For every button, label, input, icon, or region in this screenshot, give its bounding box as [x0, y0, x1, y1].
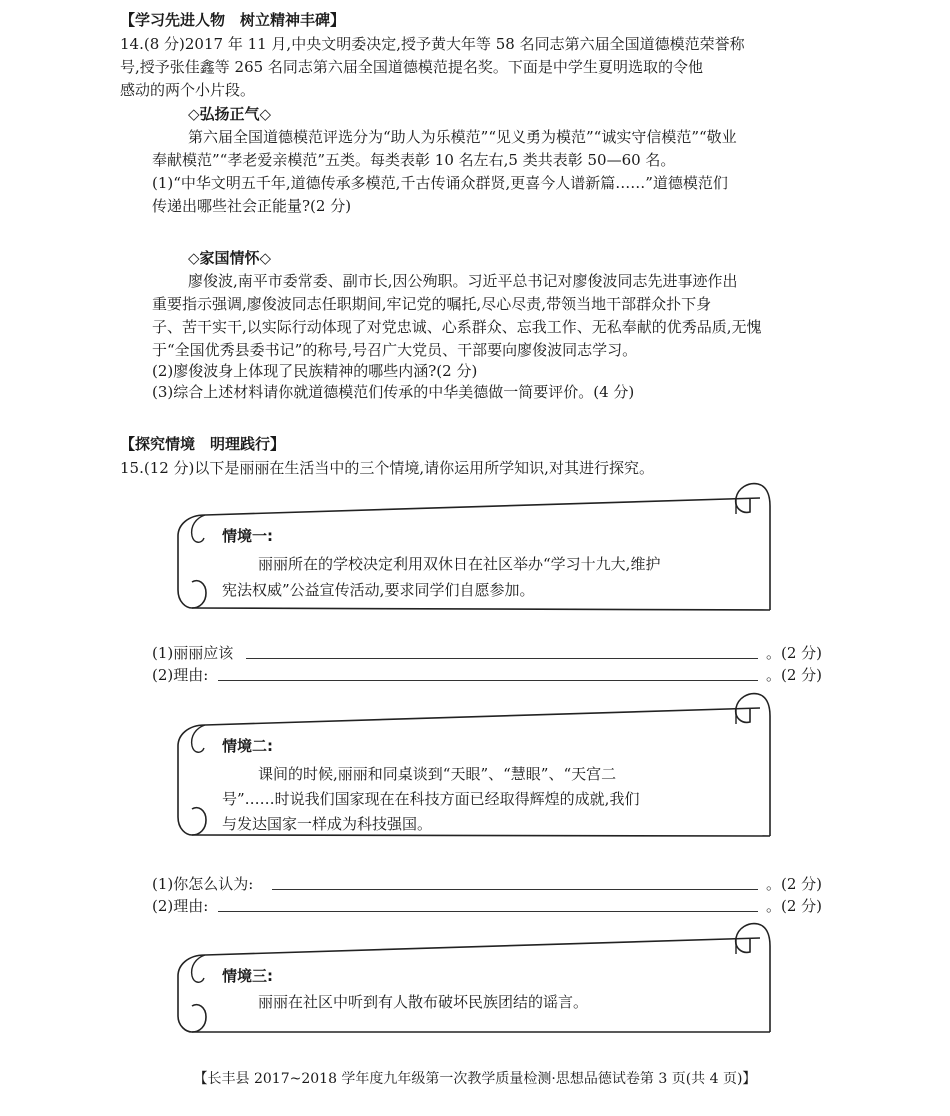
scenario-3-line-1: 丽丽在社区中听到有人散布破坏民族团结的谣言。: [258, 993, 589, 1011]
s2-q1-answer-line[interactable]: [272, 889, 758, 890]
scenario-3-title: 情境三:: [222, 967, 273, 985]
part2-title: ◇家国情怀◇: [188, 249, 272, 267]
s2-q2-answer-line[interactable]: [218, 911, 758, 912]
part2-paragraph-line-3: 子、苦干实干,以实际行动体现了对党忠诚、心系群众、忘我工作、无私奉献的优秀品质,无愧: [152, 318, 762, 336]
q14-sub2: (2)廖俊波身上体现了民族精神的哪些内涵?(2 分): [152, 362, 478, 380]
scenario-1-line-2: 宪法权威”公益宣传活动,要求同学们自愿参加。: [222, 581, 535, 599]
s1-q2-label: (2)理由:: [152, 666, 209, 684]
s1-q2-answer-line[interactable]: [218, 680, 758, 681]
scenario-1-title: 情境一:: [222, 527, 273, 545]
s2-q2-label: (2)理由:: [152, 897, 209, 915]
part1-title: ◇弘扬正气◇: [188, 105, 272, 123]
s1-q1-answer-line[interactable]: [246, 658, 758, 659]
scenario-1-scroll: [170, 478, 780, 613]
scenario-2-title: 情境二:: [222, 737, 273, 755]
section-heading-1: 【学习先进人物 树立精神丰碑】: [120, 11, 346, 29]
s1-answer-row-1: [152, 643, 822, 663]
q14-intro-line-3: 感动的两个小片段。: [120, 81, 256, 99]
page-footer: 【长丰县 2017~2018 学年度九年级第一次教学质量检测·思想品德试卷第 3 页(共 4 页)】: [193, 1071, 757, 1087]
scenario-3-scroll: [170, 918, 780, 1038]
part2-paragraph-line-1: 廖俊波,南平市委常委、副市长,因公殉职。习近平总书记对廖俊波同志先进事迹作出: [188, 272, 738, 290]
part2-paragraph-line-2: 重要指示强调,廖俊波同志任职期间,牢记党的嘱托,尽心尽责,带领当地干部群众扑下身: [152, 295, 712, 313]
s1-q1-points: 。(2 分): [765, 644, 822, 662]
s1-answer-row-2: [152, 665, 822, 685]
s2-q1-label: (1)你怎么认为:: [152, 875, 254, 893]
section-heading-2: 【探究情境 明理践行】: [120, 435, 286, 453]
q14-intro-line-2: 号,授予张佳鑫等 265 名同志第六届全国道德模范提名奖。下面是中学生夏明选取的令他: [120, 58, 703, 76]
scenario-2-line-3: 与发达国家一样成为科技强国。: [222, 815, 433, 833]
q15-intro: 15.(12 分)以下是丽丽在生活当中的三个情境,请你运用所学知识,对其进行探究。: [120, 459, 654, 477]
scenario-2-line-2: 号”……时说我们国家现在在科技方面已经取得辉煌的成就,我们: [222, 790, 640, 808]
scenario-1-line-1: 丽丽所在的学校决定利用双休日在社区举办“学习十九大,维护: [258, 555, 661, 573]
part2-paragraph-line-4: 于“全国优秀县委书记”的称号,号召广大党员、干部要向廖俊波同志学习。: [152, 341, 638, 359]
s2-q1-points: 。(2 分): [765, 875, 822, 893]
q14-sub1-line-2: 传递出哪些社会正能量?(2 分): [152, 197, 352, 215]
q14-intro-line-1: 14.(8 分)2017 年 11 月,中央文明委决定,授予黄大年等 58 名同志第六届全国道德模范荣誉称: [120, 35, 745, 53]
s1-q1-label: (1)丽丽应该: [152, 644, 234, 662]
s2-answer-row-2: [152, 896, 822, 916]
part1-paragraph-line-1: 第六届全国道德模范评选分为“助人为乐模范”“见义勇为模范”“诚实守信模范”“敬业: [188, 128, 737, 146]
part1-paragraph-line-2: 奉献模范”“孝老爱亲模范”五类。每类表彰 10 名左右,5 类共表彰 50—60 名。: [152, 151, 676, 169]
s1-q2-points: 。(2 分): [765, 666, 822, 684]
s2-answer-row-1: [152, 874, 822, 894]
scenario-2-line-1: 课间的时候,丽丽和同桌谈到“天眼”、“慧眼”、“天宫二: [258, 765, 617, 783]
q14-sub1-line-1: (1)“中华文明五千年,道德传承多模范,千古传诵众群贤,更喜今人谱新篇……”道德模范们: [152, 174, 728, 192]
scenario-2-scroll: [170, 688, 780, 840]
q14-sub3: (3)综合上述材料请你就道德模范们传承的中华美德做一简要评价。(4 分): [152, 383, 635, 401]
s2-q2-points: 。(2 分): [765, 897, 822, 915]
